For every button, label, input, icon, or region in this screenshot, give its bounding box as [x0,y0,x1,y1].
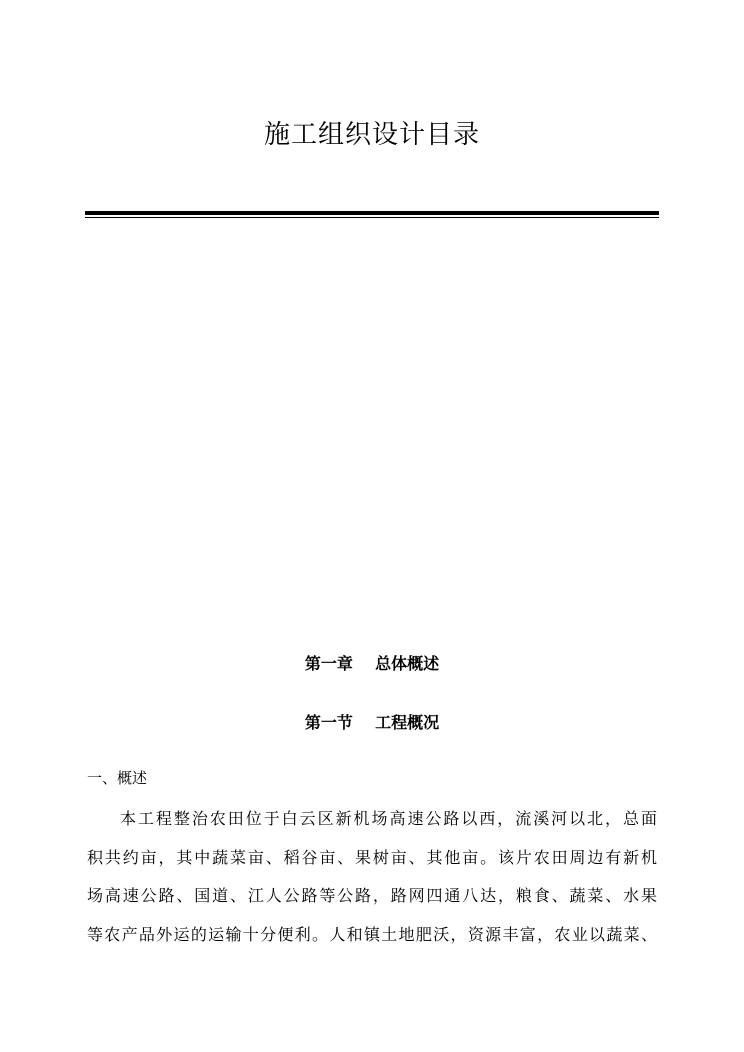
subsection-heading: 一、概述 [87,769,148,787]
title-divider-thin [85,217,659,218]
section-heading: 第一节 工程概况 [304,713,440,732]
paragraph-line: 等农产品外运的运输十分便利。人和镇土地肥沃，资源丰富，农业以蔬菜、 [87,925,657,944]
paragraph-line: 场高速公路、国道、江人公路等公路，路网四通八达，粮食、蔬菜、水果 [87,886,657,905]
document-title: 施工组织设计目录 [263,120,480,150]
title-divider-thick [85,211,659,215]
paragraph-line: 积共约亩，其中蔬菜亩、稻谷亩、果树亩、其他亩。该片农田周边有新机 [87,848,657,867]
chapter-heading: 第一章 总体概述 [304,654,440,673]
paragraph-line: 本工程整治农田位于白云区新机场高速公路以西，流溪河以北，总面 [120,809,657,828]
